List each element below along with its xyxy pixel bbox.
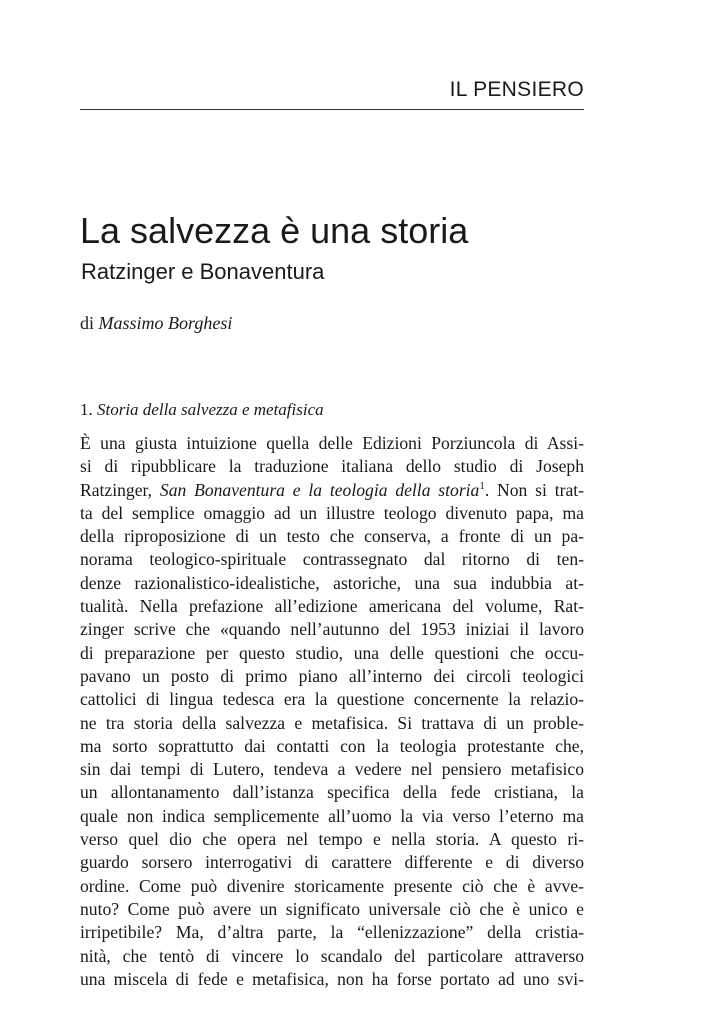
byline bbox=[80, 311, 232, 335]
text-line: ne tra storia della salvezza e metafisica. Si trattava di un proble- bbox=[80, 712, 584, 733]
text-line: nità, che tentò di vincere lo scandalo del particolare attraverso bbox=[80, 945, 584, 966]
text-line: di preparazione per questo studio, una delle questioni che occu- bbox=[80, 642, 584, 663]
text-line: quale non indica semplicemente all’uomo la via verso l’eterno ma bbox=[80, 805, 584, 826]
text-line: ma sorto soprattutto dai contatti con la teologia protestante che, bbox=[80, 735, 584, 756]
text-line: si di ripubblicare la traduzione italiana dello studio di Joseph bbox=[80, 456, 584, 477]
book-title: San Bonaventura e la teologia della storia bbox=[159, 479, 480, 500]
text-line: della riproposizione di un testo che conserva, a fronte di un pa- bbox=[80, 526, 584, 547]
section-title: Storia della salvezza e metafisica bbox=[97, 400, 324, 419]
text-line: sin dai tempi di Lutero, tendeva a vedere nel pensiero metafisico bbox=[80, 759, 584, 780]
text-line: pavano un posto di primo piano all’interno dei circoli teologici bbox=[80, 665, 584, 686]
byline-prefix: di bbox=[80, 313, 95, 333]
text-line: un allontanamento dall’istanza specifica della fede cristiana, la bbox=[80, 782, 584, 803]
article-subtitle: Ratzinger e Bonaventura bbox=[81, 259, 325, 284]
text-line: cattolici di lingua tedesca era la questione concernente la relazio- bbox=[80, 689, 584, 710]
text-line bbox=[80, 479, 584, 502]
text-line: È una giusta intuizione quella delle Edizioni Porziuncola di Assi- bbox=[80, 433, 584, 453]
text-line: zinger scrive che «quando nell’autunno del 1953 iniziai il lavoro bbox=[80, 619, 584, 640]
body-paragraph bbox=[80, 432, 584, 991]
text-line: denze razionalistico-idealistiche, astoriche, una sua indubbia at- bbox=[80, 572, 584, 593]
footnote-ref: 1 bbox=[479, 479, 485, 492]
text-fragment: Ratzinger, bbox=[80, 479, 160, 500]
section-heading bbox=[80, 398, 324, 422]
text-fragment: . Non si trat- bbox=[484, 479, 584, 500]
text-line: una miscela di fede e metafisica, non ha forse portato ad uno svi- bbox=[80, 968, 584, 989]
running-header-section: IL PENSIERO bbox=[449, 78, 584, 101]
article-title: La salvezza è una storia bbox=[80, 210, 469, 251]
header-rule bbox=[80, 109, 584, 110]
text-line: guardo sorsero interrogativi di carattere differente e di diverso bbox=[80, 852, 584, 873]
text-line: ta del semplice omaggio ad un illustre teologo divenuto papa, ma bbox=[80, 502, 584, 523]
text-line: tualità. Nella prefazione all’edizione americana del volume, Rat- bbox=[80, 596, 584, 617]
text-line: irripetibile? Ma, d’altra parte, la “ellenizzazione” della cristia- bbox=[80, 922, 584, 943]
text-line: ordine. Come può divenire storicamente presente ciò che è avve- bbox=[80, 875, 584, 896]
author-name: Massimo Borghesi bbox=[98, 313, 233, 333]
text-line: verso quel dio che opera nel tempo e nella storia. A questo ri- bbox=[80, 829, 584, 850]
text-line: nuto? Come può avere un significato universale ciò che è unico e bbox=[80, 898, 584, 919]
text-line: norama teologico-spirituale contrassegnato dal ritorno di ten- bbox=[80, 549, 584, 570]
section-number: 1. bbox=[80, 400, 93, 419]
